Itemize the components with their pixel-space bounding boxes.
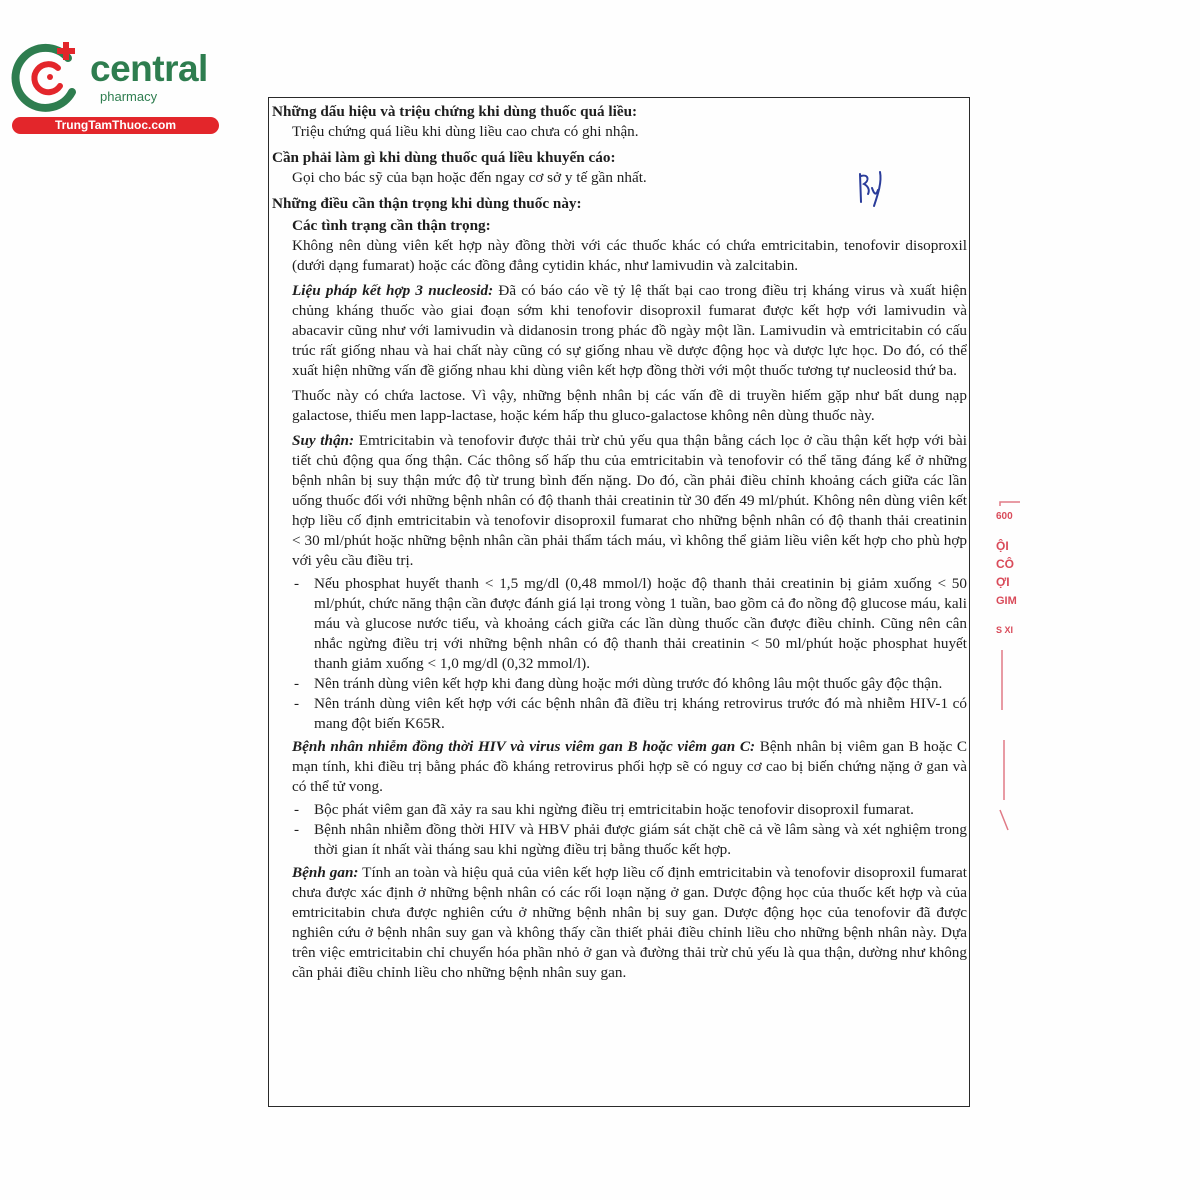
document-content <box>272 102 967 988</box>
renal-lead: Suy thận: <box>292 432 355 449</box>
precautions-intro: Không nên dùng viên kết hợp này đồng thời với các thuốc khác có chứa emtricitabin, tenofovir disoproxil (dưới dạng fumarat) hoặc các đồng đẳng cytidin khác, như lamivudin và zalcitabin. <box>292 237 967 274</box>
handwritten-signature <box>852 168 898 212</box>
triple-nucleoside-lead: Liệu pháp kết hợp 3 nucleosid: <box>292 282 494 299</box>
central-pharmacy-logo[interactable] <box>10 38 220 138</box>
logo-brand: central <box>90 48 208 89</box>
stamp-text: GIM <box>996 595 1017 607</box>
stamp-text: S XI <box>996 625 1014 635</box>
stamp-text: 600 <box>996 511 1013 522</box>
lactose-paragraph: Thuốc này có chứa lactose. Vì vậy, những bệnh nhân bị các vấn đề di truyền hiếm gặp như bất dung nạp galactose, thiếu men lapp-lactase, hoặc kém hấp thu gluco-galactose không nên dùng thuốc này. <box>292 387 967 424</box>
logo-subtitle: pharmacy <box>100 89 158 104</box>
list-item: - Bộc phát viêm gan đã xảy ra sau khi ngừng điều trị emtricitabin hoặc tenofovir disoproxil fumarat. <box>292 800 967 820</box>
triple-nucleoside-text: Đã có báo cáo về tỷ lệ thất bại cao trong điều trị kháng virus và xuất hiện chủng kháng thuốc vào giai đoạn sớm khi tenofovir disoproxil fumarat được kết hợp với lamivudin và abacavir cũng như với lamivudin và didanosin trong phác đồ ngày một lần. Lamivudin và emtricitabin có cấu trúc rất giống nhau và hai chất này cũng có sự giống nhau về dược động học và dược lực học. Do đó, có thể xuất hiện những vấn đề giống nhau khi dùng viên kết hợp đồng thời với một thuốc tương tự nucleosid thứ ba. <box>292 282 967 379</box>
precautions-subheading: Các tình trạng cần thận trọng: <box>292 217 491 234</box>
stamp-text: ỢI <box>996 575 1010 589</box>
list-item: - Nếu phosphat huyết thanh < 1,5 mg/dl (0,48 mmol/l) hoặc độ thanh thải creatinin bị giảm xuống < 50 ml/phút, chức năng thận cần được đánh giá lại trong vòng 1 tuần, bao gồm cả đo nồng độ glucose máu, kali máu và glucose nước tiểu, và khoảng cách giữa các lần dùng thuốc cần được điều chỉnh. Cũng nên cân nhắc ngừng điều trị với những bệnh nhân có độ thanh thải creatinin < 50 ml/phút hoặc phosphat huyết thanh giảm xuống < 1,0 mg/dl (0,32 mmol/l). <box>292 574 967 674</box>
coinfection-paragraph <box>292 737 967 797</box>
overdose-signs-text: Triệu chứng quá liều khi dùng liều cao chưa có ghi nhận. <box>292 123 639 140</box>
stamp-text: CÔ <box>996 557 1014 571</box>
overdose-action-heading: Cần phải làm gì khi dùng thuốc quá liều khuyến cáo: <box>272 149 616 166</box>
partial-stamp <box>990 500 1020 840</box>
triple-nucleoside-paragraph <box>292 281 967 381</box>
logo-website[interactable]: TrungTamThuoc.com <box>12 117 219 134</box>
liver-paragraph <box>292 863 967 983</box>
renal-paragraph <box>292 431 967 571</box>
overdose-signs-heading: Những dấu hiệu và triệu chứng khi dùng thuốc quá liều: <box>272 103 638 120</box>
overdose-action-text: Gọi cho bác sỹ của bạn hoặc đến ngay cơ sở y tế gần nhất. <box>292 169 647 186</box>
stamp-text: ỘI <box>996 539 1009 553</box>
liver-lead: Bệnh gan: <box>292 864 359 881</box>
coinfection-bullet-list <box>292 800 967 860</box>
list-item: - Nên tránh dùng viên kết hợp với các bệnh nhân đã điều trị kháng retrovirus trước đó mà nhiễm HIV-1 có mang đột biến K65R. <box>292 694 967 734</box>
list-item: - Bệnh nhân nhiễm đồng thời HIV và HBV phải được giám sát chặt chẽ cả về lâm sàng và xét nghiệm trong thời gian ít nhất vài tháng sau khi ngừng điều trị bằng thuốc kết hợp. <box>292 820 967 860</box>
renal-text: Emtricitabin và tenofovir được thải trừ chủ yếu qua thận bằng cách lọc ở cầu thận kết hợp với bài tiết chủ động qua ống thận. Các thông số hấp thu của emtricitabin và tenofovir có thể tăng đáng kể ở những bệnh nhân bị suy thận mức độ từ trung bình đến nặng. Do đó, cần phải điều chỉnh khoảng cách giữa các lần uống thuốc đối với những bệnh nhân có độ thanh thải creatinin từ 30 đến 49 ml/phút. Không nên dùng viên kết hợp liều cố định emtricitabin và tenofovir disoproxil fumarat cho những bệnh nhân có độ thanh thải creatinin < 30 ml/phút hoặc những bệnh nhân cần phải thẩm tách máu, vì không thể giảm liều viên kết hợp cho phù hợp với yêu cầu điều trị. <box>292 432 967 569</box>
coinfection-text: Bệnh nhân bị viêm gan B hoặc C mạn tính, khi điều trị bằng phác đồ kháng retrovirus phối hợp sẽ có nguy cơ cao bị biến chứng nặng ở gan và có thể tử vong. <box>292 738 967 795</box>
liver-text: Tính an toàn và hiệu quả của viên kết hợp liều cố định emtricitabin và tenofovir disoproxil fumarat chưa được xác định ở những bệnh nhân có các rối loạn nặng ở gan. Dược động học của thuốc kết hợp và của emtricitabin chưa được nghiên cứu ở những bệnh nhân bị suy gan. Dược động học của tenofovir đã được nghiên cứu ở bệnh nhân suy gan và không thấy cần thiết phải điều chỉnh liều cho những bệnh nhân này. Dựa trên việc emtricitabin chỉ chuyển hóa phần nhỏ ở gan và đường thải trừ chủ yếu là qua thận, dường như không cần phải điều chỉnh liều cho những bệnh nhân suy gan. <box>292 864 967 981</box>
pharmacy-logo-icon <box>10 40 86 114</box>
list-item: - Nên tránh dùng viên kết hợp khi đang dùng hoặc mới dùng trước đó không lâu một thuốc gây độc thận. <box>292 674 967 694</box>
precautions-heading: Những điều cần thận trọng khi dùng thuốc này: <box>272 195 582 212</box>
coinfection-lead: Bệnh nhân nhiễm đồng thời HIV và virus viêm gan B hoặc viêm gan C: <box>292 738 756 755</box>
renal-bullet-list <box>292 574 967 734</box>
